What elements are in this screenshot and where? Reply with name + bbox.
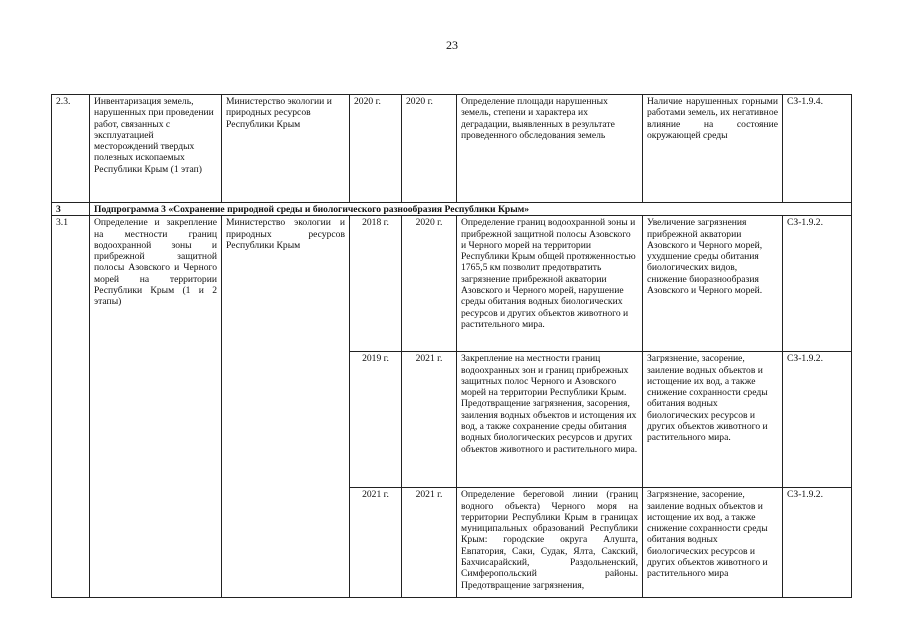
row-number: 3: [52, 203, 90, 216]
start-year-cell: 2019 г.: [350, 352, 402, 488]
consequence-cell: Наличие нарушенных горными работами земель, их негативное влияние на состояние окружающей среды: [643, 95, 783, 203]
indicator-code-cell: СЗ-1.9.2.: [783, 216, 852, 352]
result-cell: Определение границ водоохранной зоны и прибрежной защитной полосы Азовского и Черного морей на территории Республики Крым общей протяженностью 1765,5 км позволит предотвратить загрязнение прибрежной акватории Азовского и Черного морей, нарушение среды обитания водных биологических ресурсов и других объектов животного и растительного мира.: [457, 216, 643, 352]
start-year-cell: 2021 г.: [350, 488, 402, 598]
page-number: 23: [446, 38, 458, 52]
indicator-code-cell: СЗ-1.9.4.: [783, 95, 852, 203]
start-year-cell: 2018 г.: [350, 216, 402, 352]
table-row: [52, 216, 852, 352]
event-cell: Определение и закрепление на местности границ водоохранной зоны и прибрежной защитной полосы Азовского и Черного морей на территории Республики Крым (1 и 2 этапы): [90, 216, 222, 598]
indicator-code-cell: СЗ-1.9.2.: [783, 488, 852, 598]
end-year-cell: 2021 г.: [402, 488, 457, 598]
program-table: [51, 94, 852, 598]
subprogram-row: [52, 203, 852, 216]
consequence-cell: Загрязнение, засорение, заиление водных объектов и истощение их вод, а также снижение сохранности среды обитания водных биологических ресурсов и других объектов животного и растительного мира: [643, 488, 783, 598]
end-year-cell: 2020 г.: [402, 216, 457, 352]
subprogram-title: Подпрограмма 3 «Сохранение природной среды и биологического разнообразия Республики Крым»: [90, 203, 852, 216]
consequence-cell: Загрязнение, засорение, заиление водных объектов и истощение их вод, а также снижение сохранности среды обитания водных биологических ресурсов и других объектов животного и растительного мира.: [643, 352, 783, 488]
executor-cell: Министерство экологии и природных ресурсов Республики Крым: [222, 216, 350, 598]
event-cell: Инвентаризация земель, нарушенных при проведении работ, связанных с эксплуатацией месторождений твердых полезных ископаемых Республики Крым (1 этап): [90, 95, 222, 203]
result-cell: Закрепление на местности границ водоохранных зон и границ прибрежных защитных полос Черного и Азовского морей на территории Республики Крым. Предотвращение загрязнения, засорения, заиления водных объектов и истощения их вод, а также сохранение среды обитания водных биологических ресурсов и других объектов животного и растительного мира.: [457, 352, 643, 488]
result-cell: Определение береговой линии (границ водного объекта) Черного моря на территории Республики Крым в границах муниципальных образований Республики Крым: городские округа Алушта, Евпатория, Саки, Судак, Ялта, Сакский, Бахчисарайский, Раздольненский, Симферопольский районы. Предотвращение загрязнения,: [457, 488, 643, 598]
executor-cell: Министерство экологии и природных ресурсов Республики Крым: [222, 95, 350, 203]
row-number: 3.1: [52, 216, 90, 598]
start-year-cell: 2020 г.: [350, 95, 402, 203]
table-row: [52, 95, 852, 203]
end-year-cell: 2020 г.: [402, 95, 457, 203]
consequence-cell: Увеличение загрязнения прибрежной акватории Азовского и Черного морей, ухудшение среды обитания биологических видов, снижение биоразнообразия Азовского и Черного морей.: [643, 216, 783, 352]
row-number: 2.3.: [52, 95, 90, 203]
end-year-cell: 2021 г.: [402, 352, 457, 488]
result-cell: Определение площади нарушенных земель, степени и характера их деградации, выявленных в результате проведенного обследования земель: [457, 95, 643, 203]
indicator-code-cell: СЗ-1.9.2.: [783, 352, 852, 488]
